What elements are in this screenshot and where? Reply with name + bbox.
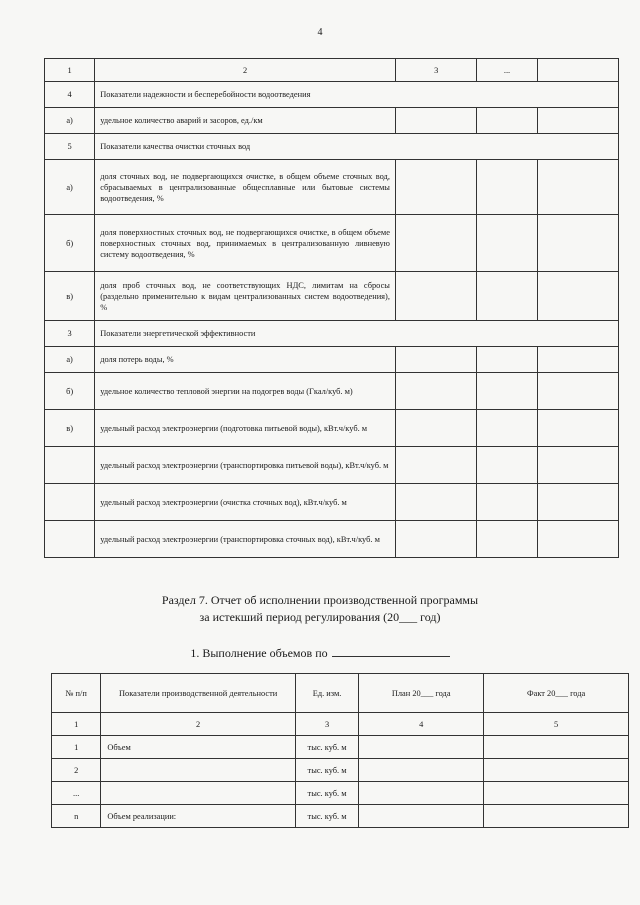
table-row bbox=[45, 521, 619, 558]
indicator-name-cell: удельный расход электроэнергии (транспортировка питьевой воды), кВт.ч/куб. м bbox=[95, 447, 396, 484]
table-row bbox=[45, 373, 619, 410]
value-cell[interactable] bbox=[477, 272, 537, 321]
table-row bbox=[52, 805, 629, 828]
value-cell[interactable] bbox=[537, 215, 619, 272]
header-cell: ... bbox=[477, 59, 537, 82]
indicator-name-cell: доля поверхностных сточных вод, не подвергающихся очистке, в общем объеме поверхностных сточных вод, принимаемых в централизованную ливневую систему водоотведения, % bbox=[95, 215, 396, 272]
row-number-cell: б) bbox=[45, 373, 95, 410]
indicator-name-cell: доля сточных вод, не подвергающихся очистке, в общем объеме сточных вод, сбрасываемых в централизованные общесплавные или бытовые системы водоотведения, % bbox=[95, 160, 396, 215]
row-number-cell: 4 bbox=[45, 82, 95, 108]
value-cell[interactable] bbox=[477, 160, 537, 215]
value-cell[interactable] bbox=[537, 484, 619, 521]
row-number-cell: а) bbox=[45, 108, 95, 134]
table-row bbox=[52, 759, 629, 782]
row-number-cell: в) bbox=[45, 272, 95, 321]
value-cell[interactable] bbox=[395, 272, 477, 321]
value-cell[interactable] bbox=[537, 272, 619, 321]
indicator-name-cell bbox=[101, 759, 296, 782]
plan-value-cell[interactable] bbox=[359, 805, 484, 828]
header-cell: 3 bbox=[395, 59, 477, 82]
header-cell: 2 bbox=[95, 59, 396, 82]
fact-value-cell[interactable] bbox=[484, 736, 629, 759]
table-row bbox=[45, 447, 619, 484]
fact-value-cell[interactable] bbox=[484, 782, 629, 805]
indicators-table bbox=[44, 58, 619, 558]
numbering-cell: 4 bbox=[359, 713, 484, 736]
unit-cell: тыс. куб. м bbox=[295, 736, 358, 759]
numbering-cell: 1 bbox=[52, 713, 101, 736]
row-number-cell: 5 bbox=[45, 134, 95, 160]
value-cell[interactable] bbox=[537, 373, 619, 410]
volumes-table bbox=[51, 673, 629, 828]
table-row bbox=[45, 410, 619, 447]
fill-in-blank bbox=[332, 645, 450, 657]
table-row bbox=[45, 347, 619, 373]
row-number-cell: 3 bbox=[45, 321, 95, 347]
value-cell[interactable] bbox=[537, 160, 619, 215]
page-number: 4 bbox=[317, 27, 323, 38]
row-number-cell bbox=[45, 484, 95, 521]
indicator-name-cell: доля потерь воды, % bbox=[95, 347, 396, 373]
table-row bbox=[45, 215, 619, 272]
row-number-cell bbox=[45, 521, 95, 558]
indicator-name-cell: Показатели энергетической эффективности bbox=[95, 321, 619, 347]
table-row bbox=[45, 321, 619, 347]
header-cell: План 20___ года bbox=[359, 674, 484, 713]
value-cell[interactable] bbox=[537, 410, 619, 447]
value-cell[interactable] bbox=[395, 347, 477, 373]
value-cell[interactable] bbox=[395, 108, 477, 134]
table-row bbox=[52, 736, 629, 759]
value-cell[interactable] bbox=[395, 160, 477, 215]
plan-value-cell[interactable] bbox=[359, 736, 484, 759]
value-cell[interactable] bbox=[477, 484, 537, 521]
indicator-name-cell: Объем реализации: bbox=[101, 805, 296, 828]
indicator-name-cell: удельный расход электроэнергии (транспортировка сточных вод), кВт.ч/куб. м bbox=[95, 521, 396, 558]
header-cell: Показатели производственной деятельности bbox=[101, 674, 296, 713]
value-cell[interactable] bbox=[477, 410, 537, 447]
plan-value-cell[interactable] bbox=[359, 782, 484, 805]
table-row bbox=[45, 134, 619, 160]
row-number-cell bbox=[45, 447, 95, 484]
subsection-title-text: 1. Выполнение объемов по bbox=[190, 646, 328, 660]
value-cell[interactable] bbox=[537, 521, 619, 558]
header-cell: Ед. изм. bbox=[295, 674, 358, 713]
value-cell[interactable] bbox=[537, 108, 619, 134]
indicator-name-cell: удельный расход электроэнергии (подготовка питьевой воды), кВт.ч/куб. м bbox=[95, 410, 396, 447]
indicator-name-cell: удельное количество аварий и засоров, ед./км bbox=[95, 108, 396, 134]
indicator-name-cell: доля проб сточных вод, не соответствующих НДС, лимитам на сбросы (раздельно применительно к видам централизованных систем водоотведения), % bbox=[95, 272, 396, 321]
table-row bbox=[45, 272, 619, 321]
value-cell[interactable] bbox=[395, 447, 477, 484]
section-title-line2: за истекший период регулирования (20___ год) bbox=[199, 610, 441, 624]
indicator-name-cell: Объем bbox=[101, 736, 296, 759]
value-cell[interactable] bbox=[477, 108, 537, 134]
table-row bbox=[45, 108, 619, 134]
row-number-cell: 2 bbox=[52, 759, 101, 782]
section-title-line1: Раздел 7. Отчет об исполнении производственной программы bbox=[161, 593, 479, 607]
indicator-name-cell bbox=[101, 782, 296, 805]
row-number-cell: в) bbox=[45, 410, 95, 447]
indicator-name-cell: Показатели надежности и бесперебойности водоотведения bbox=[95, 82, 619, 108]
value-cell[interactable] bbox=[477, 347, 537, 373]
table-header-row bbox=[52, 674, 629, 713]
row-number-cell: б) bbox=[45, 215, 95, 272]
value-cell[interactable] bbox=[395, 215, 477, 272]
row-number-cell: n bbox=[52, 805, 101, 828]
numbering-cell: 3 bbox=[295, 713, 358, 736]
header-cell: 1 bbox=[45, 59, 95, 82]
table-row bbox=[45, 160, 619, 215]
indicator-name-cell: Показатели качества очистки сточных вод bbox=[95, 134, 619, 160]
table-header-row bbox=[45, 59, 619, 82]
unit-cell: тыс. куб. м bbox=[295, 782, 358, 805]
unit-cell: тыс. куб. м bbox=[295, 759, 358, 782]
value-cell[interactable] bbox=[477, 521, 537, 558]
subsection-title bbox=[0, 645, 640, 661]
numbering-cell: 5 bbox=[484, 713, 629, 736]
header-cell bbox=[537, 59, 619, 82]
indicator-name-cell: удельное количество тепловой энергии на подогрев воды (Гкал/куб. м) bbox=[95, 373, 396, 410]
table-row bbox=[45, 82, 619, 108]
row-number-cell: а) bbox=[45, 160, 95, 215]
indicator-name-cell: удельный расход электроэнергии (очистка сточных вод), кВт.ч/куб. м bbox=[95, 484, 396, 521]
value-cell[interactable] bbox=[395, 410, 477, 447]
value-cell[interactable] bbox=[477, 215, 537, 272]
value-cell[interactable] bbox=[537, 347, 619, 373]
fact-value-cell[interactable] bbox=[484, 805, 629, 828]
unit-cell: тыс. куб. м bbox=[295, 805, 358, 828]
table-row bbox=[45, 484, 619, 521]
header-cell: Факт 20___ года bbox=[484, 674, 629, 713]
numbering-row bbox=[52, 713, 629, 736]
value-cell[interactable] bbox=[395, 373, 477, 410]
value-cell[interactable] bbox=[395, 521, 477, 558]
table-row bbox=[52, 782, 629, 805]
value-cell[interactable] bbox=[395, 484, 477, 521]
row-number-cell: ... bbox=[52, 782, 101, 805]
row-number-cell: а) bbox=[45, 347, 95, 373]
numbering-cell: 2 bbox=[101, 713, 296, 736]
header-cell: № п/п bbox=[52, 674, 101, 713]
value-cell[interactable] bbox=[477, 447, 537, 484]
fact-value-cell[interactable] bbox=[484, 759, 629, 782]
plan-value-cell[interactable] bbox=[359, 759, 484, 782]
row-number-cell: 1 bbox=[52, 736, 101, 759]
value-cell[interactable] bbox=[477, 373, 537, 410]
value-cell[interactable] bbox=[537, 447, 619, 484]
